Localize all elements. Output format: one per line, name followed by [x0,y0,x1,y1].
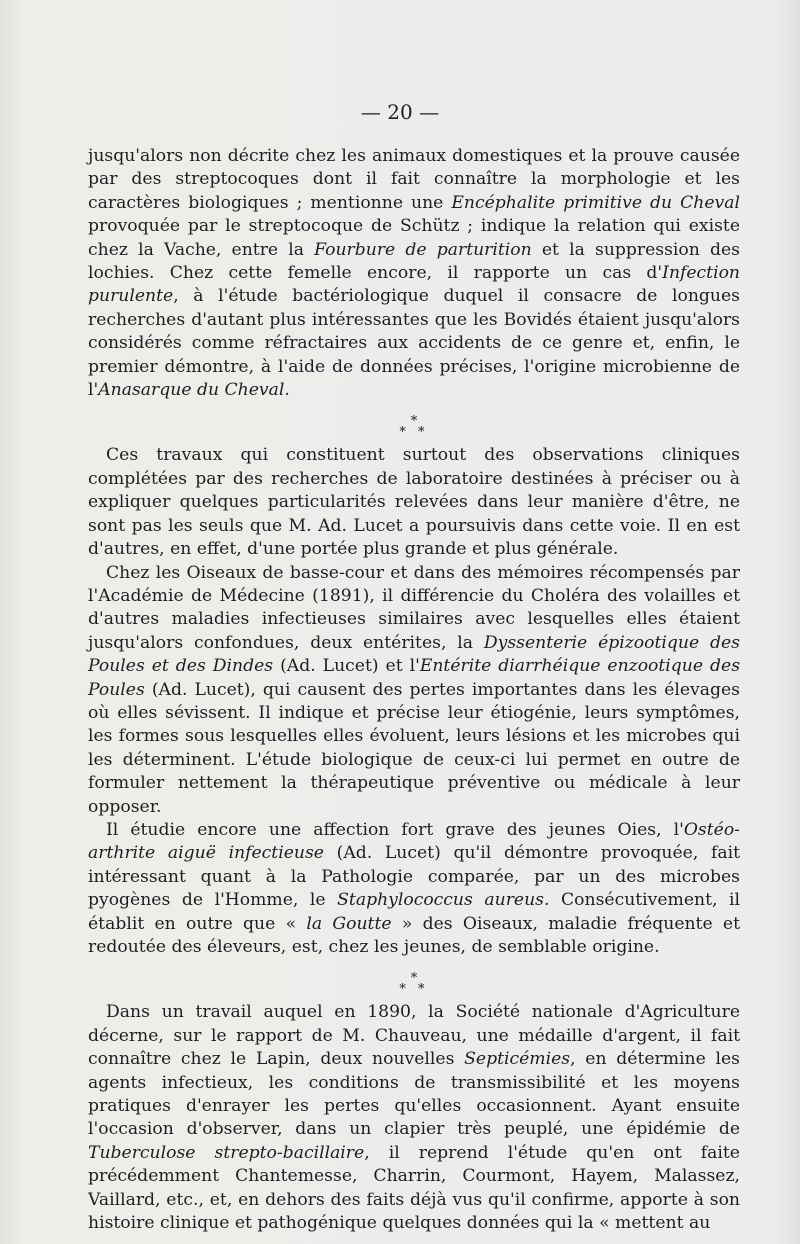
paragraph [88,562,740,819]
italic-text: Staphylococcus aureus. [337,890,550,911]
asterism-separator [88,414,740,441]
text-run: provoquée par le streptocoque de Schütz ; indique la relation qui existe chez la Vache, entre la [88,216,740,260]
paragraph [88,145,740,402]
italic-text: Dyssenterie épizootique des Poules et des Dindes [88,632,740,677]
paragraph [88,444,740,561]
paragraph [88,819,740,959]
text-run: Ces travaux qui constituent surtout des observations cliniques complétées par des recherches de laboratoire destinées à préciser ou à expliquer quelques particularités relevées dans leur manière d'être, ne sont pas les seuls que M. Ad. Lucet a poursuivis dans cette voie. Il en est d'autres, en effet, d'une portée plus grande et plus générale. [88,445,740,560]
text-run: , à l'étude bactériologique duquel il consacre de longues recherches d'autant plus intéressantes que les Bovidés étaient jusqu'alors considérés comme réfractaires aux accidents de ce genre et, enfin, le premier démontre, à l'aide de données précises, l'origine microbienne de l' [88,286,740,401]
text-run: jusqu'alors non décrite chez les animaux domestiques et la prouve causée par des streptocoques dont il fait connaître la morphologie et les caractères biologiques ; mentionne une [88,146,740,213]
body-text [88,145,740,1235]
italic-text: Septicémies [464,1049,571,1070]
text-run: (Ad. Lucet) et l' [273,656,420,677]
italic-text: Fourbure de parturition [314,239,532,260]
page-number: — 20 — [360,100,440,124]
text-run: (Ad. Lucet) qu'il démontre provoquée, fait intéressant quant à la Pathologie comparée, par un des microbes pyogènes de l'Homme, le [88,843,740,911]
asterism-bottom: * * [399,982,429,998]
text-run: Dans un travail auquel en 1890, la Société nationale d'Agriculture décerne, sur le rapport de M. Chauveau, une médaille d'argent, il fait connaître chez le Lapin, deux nouvelles [88,1002,740,1070]
asterism-separator [88,971,740,998]
paragraph [88,1001,740,1235]
asterism-bottom: * * [399,425,429,441]
italic-text: Ostéo-arthrite aiguë infectieuse [88,819,740,864]
italic-text: Anasarque du Cheval. [98,380,290,401]
text-run: et la suppression des lochies. Chez cette femelle encore, il rapporte un cas d' [88,239,740,284]
italic-text: Tuberculose strepto-bacillaire [88,1142,365,1163]
text-run: » des Oiseaux, maladie fréquente et redoutée des éleveurs, est, chez les jeunes, de semblable origine. [88,913,740,957]
italic-text: Entérite diarrhéique enzootique des Poules [88,656,741,700]
text-run: , il reprend l'étude qu'en ont faite précédemment Chantemesse, Charrin, Courmont, Hayem, Malassez, Vaillard, etc., et, en dehors des faits déjà vus qu'il confirme, apporte à son histoire clinique et pathogénique quelques données qui la « mettent au [88,1142,740,1234]
asterism-top: * [410,971,418,987]
asterism-top: * [410,414,418,430]
text-run: Chez les Oiseaux de basse-cour et dans des mémoires récompensés par l'Académie de Médecine (1891), il différencie du Choléra des volailles et d'autres maladies infectieuses similaires avec lesquelles elles étaient jusqu'alors confondues, deux entérites, la [88,562,740,653]
italic-text: Encéphalite primitive du Cheval [451,192,740,213]
italic-text: Infection purulente [88,263,740,307]
text-run: Consécutivement, il établit en outre que « [88,890,741,934]
text-run: , en détermine les agents infectieux, les conditions de transmissibilité et les moyens pratiques d'enrayer les pertes qu'elles occasionnent. Ayant ensuite l'occasion d'observer, dans un clapier très peuplé, une épidémie de [88,1049,740,1140]
text-run: Il étudie encore une affection fort grave des jeunes Oies, l' [106,819,684,840]
italic-text: la Goutte [306,913,392,934]
text-run: (Ad. Lucet), qui causent des pertes importantes dans les élevages où elles sévissent. Il indique et précise leur étiogénie, leurs symptômes, les formes sous lesquelles elles évoluent, leurs lésions et les microbes qui les déterminent. L'étude biologique de ceux-ci lui permet en outre de formuler nettement la thérapeutique préventive ou médicale à leur opposer. [88,679,740,817]
